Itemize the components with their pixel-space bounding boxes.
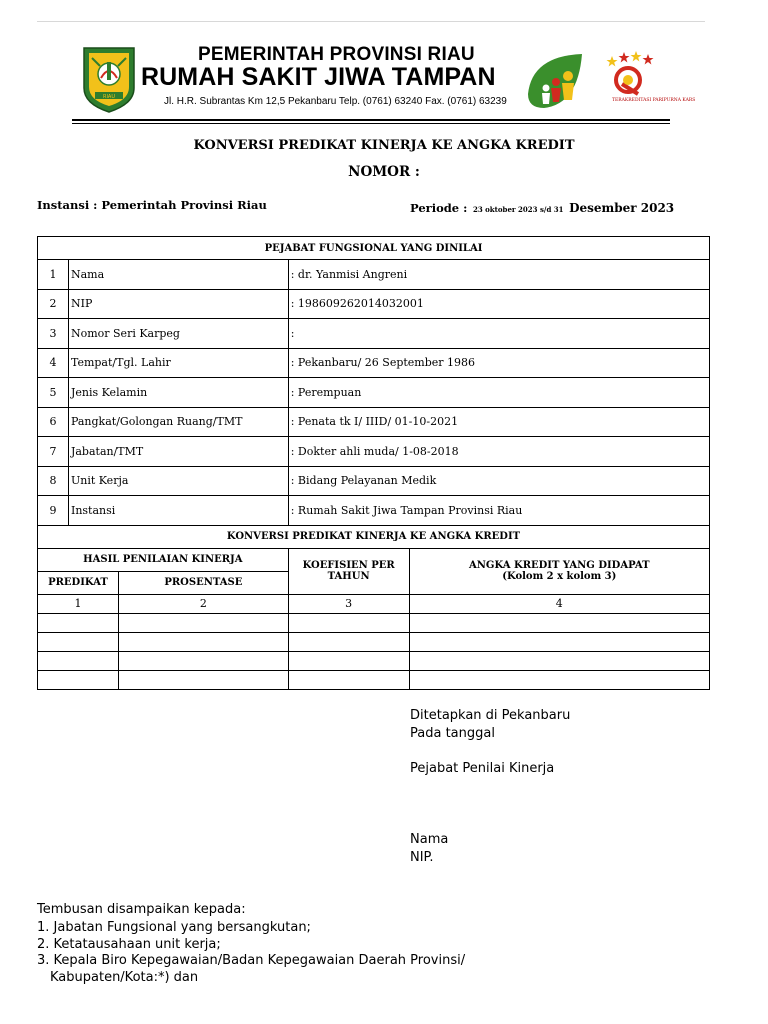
cc-item-3-cont: Kabupaten/Kota:*) dan — [50, 970, 199, 985]
column-number-row — [38, 594, 710, 613]
col-angka-header — [409, 548, 709, 594]
document-title: KONVERSI PREDIKAT KINERJA KE ANGKA KREDIT — [193, 138, 575, 153]
empty-cell — [118, 632, 288, 651]
official-value: : 198609262014032001 — [288, 289, 709, 319]
empty-cell — [409, 613, 709, 632]
hospital-address: Jl. H.R. Subrantas Km 12,5 Pekanbaru Telp. (0761) 63240 Fax. (0761) 63239 — [164, 96, 507, 107]
col-number-4: 4 — [409, 594, 709, 613]
col-number-2: 2 — [118, 594, 288, 613]
official-label: Pangkat/Golongan Ruang/TMT — [68, 407, 288, 437]
empty-cell — [288, 613, 409, 632]
official-row — [38, 289, 710, 319]
official-row — [38, 437, 710, 467]
official-label: Tempat/Tgl. Lahir — [68, 348, 288, 378]
top-divider — [37, 21, 705, 22]
official-label: Nama — [68, 260, 288, 290]
periode-label: Periode : — [410, 201, 468, 215]
col-predikat-header: PREDIKAT — [38, 571, 119, 594]
col-hasil-header: HASIL PENILAIAN KINERJA — [38, 548, 289, 571]
official-no: 2 — [38, 289, 69, 319]
official-value: : Rumah Sakit Jiwa Tampan Provinsi Riau — [288, 496, 709, 526]
official-row — [38, 260, 710, 290]
cc-item-1: 1. Jabatan Fungsional yang bersangkutan; — [37, 920, 311, 935]
empty-cell — [288, 651, 409, 670]
official-value: : — [288, 319, 709, 349]
col-koefisien-header — [288, 548, 409, 594]
col-koefisien-line2: TAHUN — [327, 571, 370, 582]
cc-item-3: 3. Kepala Biro Kepegawaian/Badan Kepegawaian Daerah Provinsi/ — [37, 953, 466, 968]
empty-cell — [288, 670, 409, 689]
section1-header-row — [38, 237, 710, 260]
official-label: NIP — [68, 289, 288, 319]
official-no: 6 — [38, 407, 69, 437]
sign-name: Nama — [410, 832, 449, 847]
official-no: 4 — [38, 348, 69, 378]
official-row — [38, 466, 710, 496]
official-value: : Bidang Pelayanan Medik — [288, 466, 709, 496]
document-number: NOMOR : — [348, 164, 420, 180]
col-number-1: 1 — [38, 594, 119, 613]
section1-title: PEJABAT FUNGSIONAL YANG DINILAI — [38, 237, 710, 260]
empty-cell — [118, 651, 288, 670]
hospital-name: RUMAH SAKIT JIWA TAMPAN — [141, 63, 496, 91]
riau-emblem-logo — [80, 44, 138, 114]
official-value: : Pekanbaru/ 26 September 1986 — [288, 348, 709, 378]
official-value: : dr. Yanmisi Angreni — [288, 260, 709, 290]
official-label: Nomor Seri Karpeg — [68, 319, 288, 349]
official-row — [38, 496, 710, 526]
empty-cell — [409, 632, 709, 651]
periode-start: 23 oktober 2023 s/d 31 — [472, 205, 564, 214]
periode-end: Desember 2023 — [569, 201, 675, 215]
sign-place: Ditetapkan di Pekanbaru — [410, 708, 571, 723]
col-number-3: 3 — [288, 594, 409, 613]
col-angka-line1: ANGKA KREDIT YANG DIDAPAT — [469, 560, 650, 571]
official-no: 5 — [38, 378, 69, 408]
empty-cell — [409, 670, 709, 689]
empty-row — [38, 670, 710, 689]
official-value: : Penata tk I/ IIID/ 01-10-2021 — [288, 407, 709, 437]
official-no: 3 — [38, 319, 69, 349]
section2-title: KONVERSI PREDIKAT KINERJA KE ANGKA KREDIT — [38, 525, 710, 548]
column-header-row — [38, 548, 710, 571]
instansi-field: Instansi : Pemerintah Provinsi Riau — [37, 198, 267, 212]
official-label: Unit Kerja — [68, 466, 288, 496]
cc-item-2: 2. Ketatausahaan unit kerja; — [37, 937, 221, 952]
official-row — [38, 378, 710, 408]
section2-header-row — [38, 525, 710, 548]
periode-field — [410, 197, 674, 216]
sign-nip: NIP. — [410, 850, 434, 865]
empty-row — [38, 632, 710, 651]
col-angka-line2: (Kolom 2 x kolom 3) — [502, 571, 617, 582]
empty-cell — [118, 670, 288, 689]
empty-cell — [409, 651, 709, 670]
col-prosentase-header: PROSENTASE — [118, 571, 288, 594]
empty-row — [38, 613, 710, 632]
sign-role: Pejabat Penilai Kinerja — [410, 761, 555, 776]
empty-cell — [118, 613, 288, 632]
cc-title: Tembusan disampaikan kepada: — [37, 902, 246, 917]
hospital-family-logo — [522, 50, 588, 112]
official-no: 1 — [38, 260, 69, 290]
official-no: 7 — [38, 437, 69, 467]
official-value: : Dokter ahli muda/ 1-08-2018 — [288, 437, 709, 467]
col-koefisien-line1: KOEFISIEN PER — [302, 560, 395, 571]
assessment-table — [37, 236, 710, 690]
header-rule-thick — [72, 119, 670, 121]
empty-cell — [38, 632, 119, 651]
riau-logo-text: RIAU — [102, 94, 116, 100]
official-row — [38, 348, 710, 378]
empty-cell — [288, 632, 409, 651]
empty-cell — [38, 670, 119, 689]
official-value: : Perempuan — [288, 378, 709, 408]
official-row — [38, 319, 710, 349]
accreditation-label: TERAKREDITASI PARIPURNA KARS — [612, 98, 696, 103]
government-name: PEMERINTAH PROVINSI RIAU — [198, 44, 475, 65]
official-label: Jabatan/TMT — [68, 437, 288, 467]
header-rule-thin — [72, 123, 670, 124]
empty-cell — [38, 651, 119, 670]
empty-row — [38, 651, 710, 670]
official-label: Instansi — [68, 496, 288, 526]
official-no: 9 — [38, 496, 69, 526]
sign-date: Pada tanggal — [410, 726, 495, 741]
official-row — [38, 407, 710, 437]
official-no: 8 — [38, 466, 69, 496]
empty-cell — [38, 613, 119, 632]
official-label: Jenis Kelamin — [68, 378, 288, 408]
